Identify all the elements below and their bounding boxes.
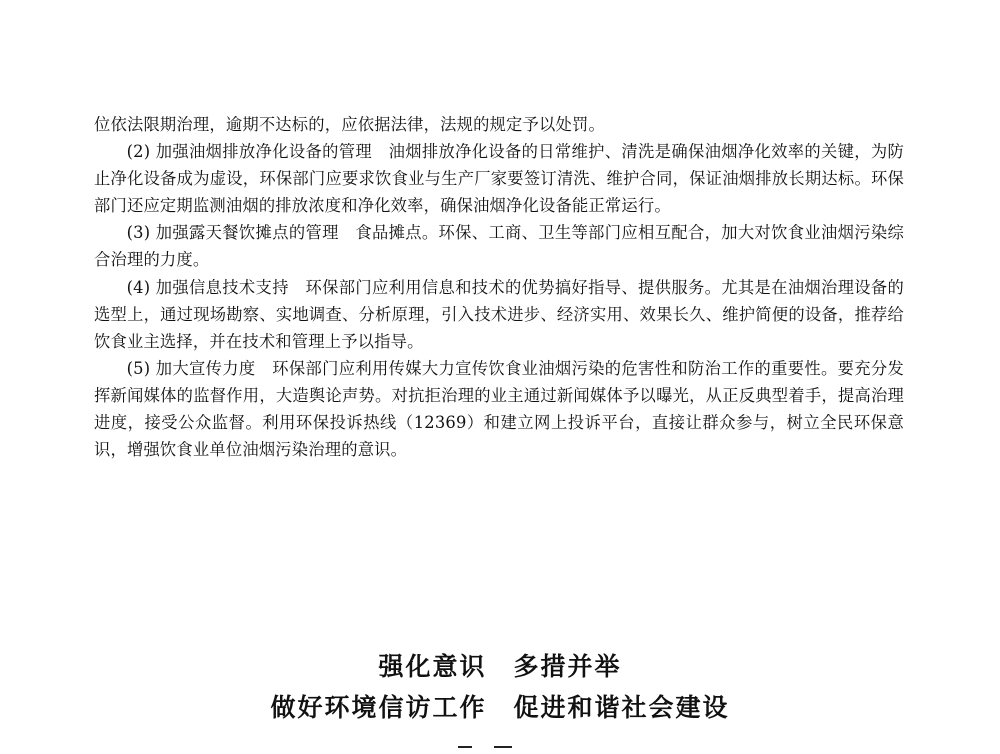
article-body bbox=[94, 111, 904, 463]
next-article-title-line1: 强化意识 多措并举 bbox=[378, 652, 622, 681]
paragraph-continuation: 位依法限期治理，逾期不达标的，应依据法律，法规的规定予以处罚。 bbox=[94, 115, 605, 134]
paragraph-item-3: (3) 加强露天餐饮摊点的管理 食品摊点。环保、工商、卫生等部门应相互配合，加大对饮食业油烟污染综合治理的力度。 bbox=[94, 223, 904, 270]
cropped-author-line bbox=[450, 742, 550, 754]
next-article-title-line2: 做好环境信访工作 促进和谐社会建设 bbox=[270, 693, 730, 722]
cropped-glyph-mark bbox=[458, 746, 472, 748]
cropped-glyph-mark bbox=[494, 746, 512, 748]
paragraph-item-4: (4) 加强信息技术支持 环保部门应利用信息和技术的优势搞好指导、提供服务。尤其是在油烟治理设备的选型上，通过现场勘察、实地调查、分析原理，引入技术进步、经济实用、效果长久、维护简便的设备，推荐给饮食业主选择，并在技术和管理上予以指导。 bbox=[94, 277, 904, 351]
paragraph-item-5: (5) 加大宣传力度 环保部门应利用传媒大力宣传饮食业油烟污染的危害性和防治工作的重要性。要充分发挥新闻媒体的监督作用，大造舆论声势。对抗拒治理的业主通过新闻媒体予以曝光，从正反典型着手，提高治理进度，接受公众监督。利用环保投诉热线（12369）和建立网上投诉平台，直接让群众参与，树立全民环保意识，增强饮食业单位油烟污染治理的意识。 bbox=[94, 358, 904, 460]
paragraph-item-2: (2) 加强油烟排放净化设备的管理 油烟排放净化设备的日常维护、清洗是确保油烟净化效率的关键，为防止净化设备成为虚设，环保部门应要求饮食业与生产厂家要签订清洗、维护合同，保证油烟排放长期达标。环保部门还应定期监测油烟的排放浓度和净化效率，确保油烟净化设备能正常运行。 bbox=[94, 142, 904, 216]
